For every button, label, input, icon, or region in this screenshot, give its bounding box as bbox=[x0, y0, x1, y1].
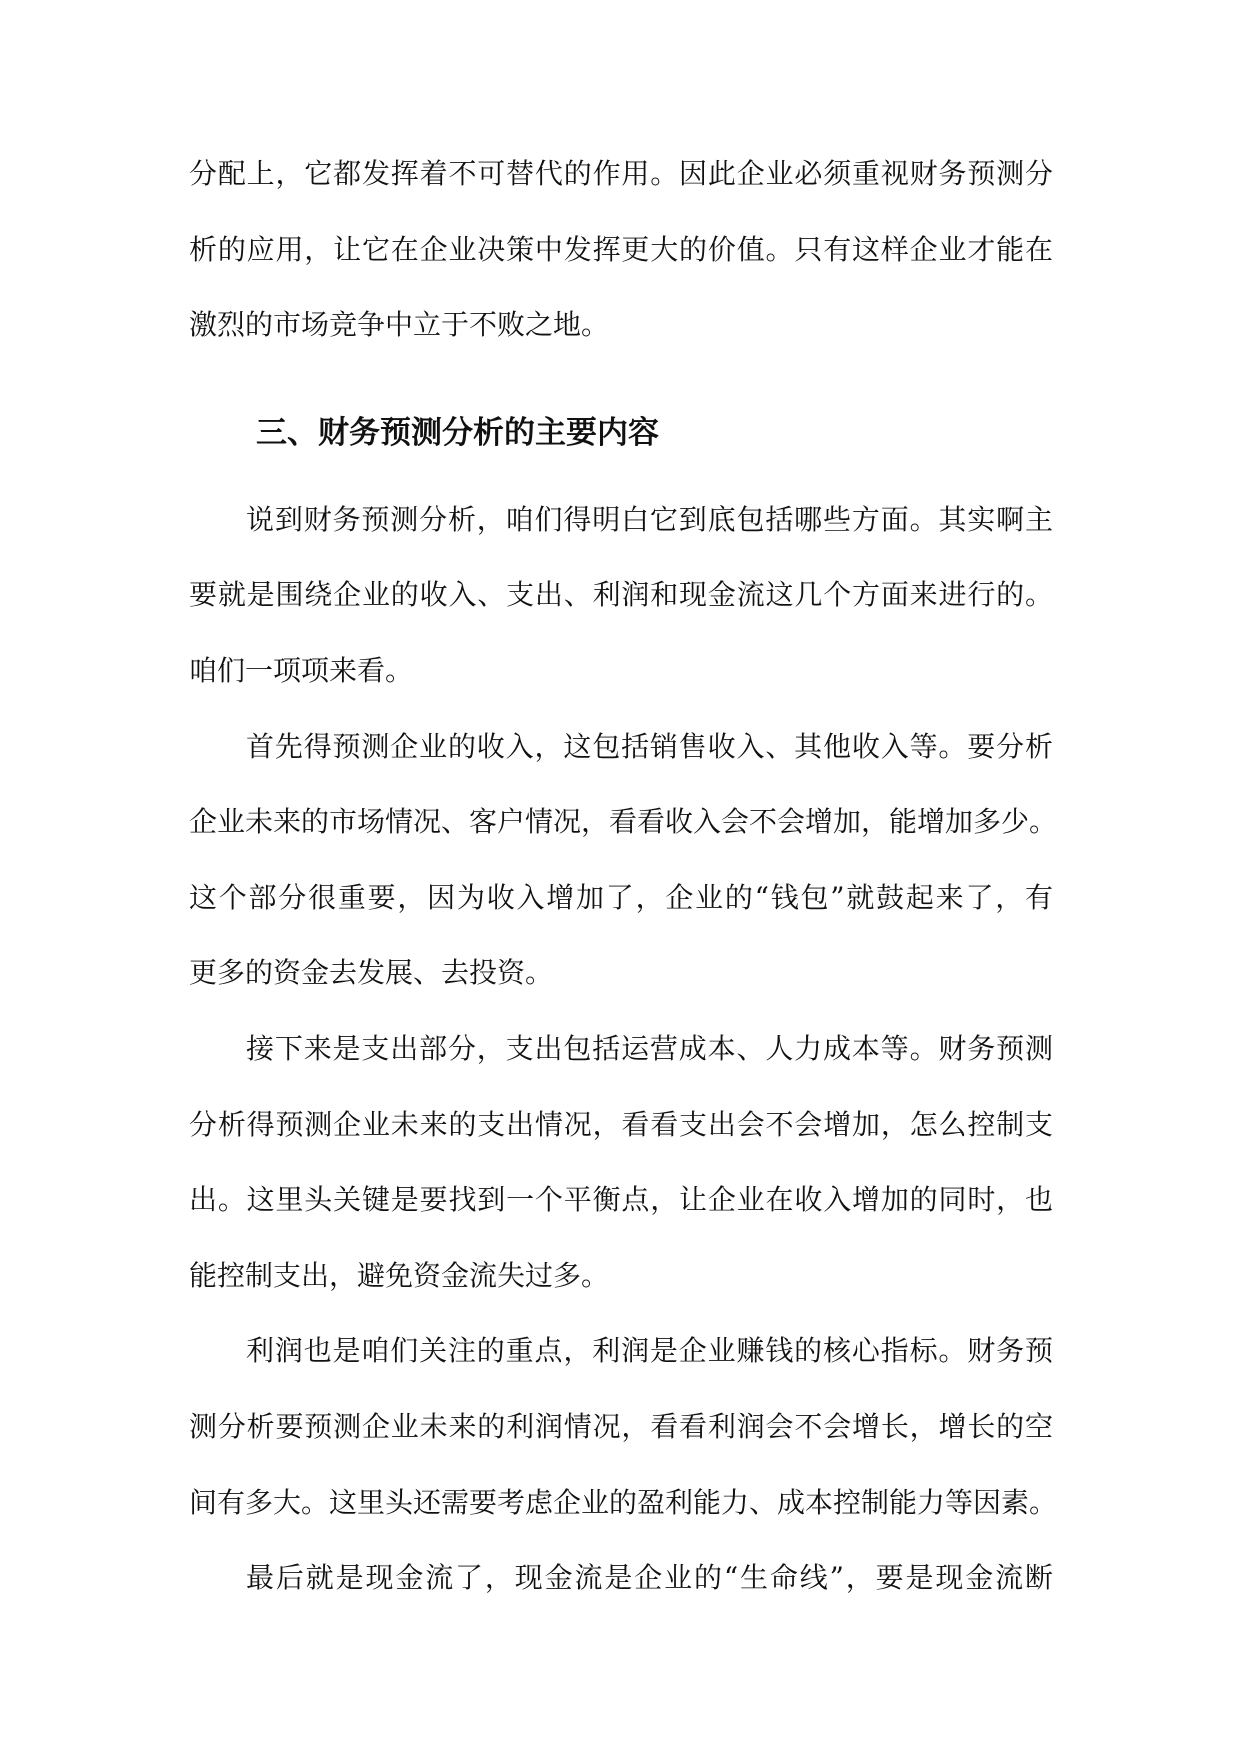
paragraph-line: 分配上，它都发挥着不可替代的作用。因此企业必须重视财务预测分 bbox=[189, 157, 1053, 190]
paragraph-line: 这个部分很重要，因为收入增加了，企业的“钱包”就鼓起来了，有 bbox=[189, 880, 1053, 914]
paragraph-line: 最后就是现金流了，现金流是企业的“生命线”，要是现金流断 bbox=[246, 1561, 1053, 1595]
document-body bbox=[189, 136, 1058, 1616]
paragraph-line: 析的应用，让它在企业决策中发挥更大的价值。只有这样企业才能在 bbox=[189, 232, 1053, 266]
paragraph-line: 说到财务预测分析，咱们得明白它到底包括哪些方面。其实啊主 bbox=[246, 502, 1053, 536]
paragraph-profit bbox=[189, 1313, 1058, 1540]
paragraph-line: 企业未来的市场情况、客户情况，看看收入会不会增加，能增加多少。 bbox=[189, 805, 1058, 839]
paragraph-line: 出。这里头关键是要找到一个平衡点，让企业在收入增加的同时，也 bbox=[189, 1183, 1053, 1217]
paragraph-line: 更多的资金去发展、去投资。 bbox=[189, 956, 554, 990]
section-heading: 三、财务预测分析的主要内容 bbox=[256, 414, 659, 451]
paragraph-line: 咱们一项项来看。 bbox=[189, 653, 414, 687]
paragraph-expenses bbox=[189, 1011, 1053, 1313]
paragraph-line: 利润也是咱们关注的重点，利润是企业赚钱的核心指标。财务预 bbox=[246, 1334, 1053, 1368]
paragraph-cashflow bbox=[189, 1540, 1053, 1616]
paragraph-overview bbox=[189, 482, 1053, 709]
paragraph-line: 激烈的市场竞争中立于不败之地。 bbox=[189, 308, 610, 342]
paragraph-line: 能控制支出，避免资金流失过多。 bbox=[189, 1258, 610, 1292]
paragraph-line: 首先得预测企业的收入，这包括销售收入、其他收入等。要分析 bbox=[246, 729, 1053, 763]
intro-paragraph bbox=[189, 136, 1053, 363]
paragraph-line: 分析得预测企业未来的支出情况，看看支出会不会增加，怎么控制支 bbox=[189, 1107, 1053, 1141]
paragraph-line: 间有多大。这里头还需要考虑企业的盈利能力、成本控制能力等因素。 bbox=[189, 1485, 1058, 1519]
paragraph-line: 接下来是支出部分，支出包括运营成本、人力成本等。财务预测 bbox=[246, 1031, 1053, 1065]
paragraph-income bbox=[189, 709, 1058, 1011]
paragraph-line: 测分析要预测企业未来的利润情况，看看利润会不会增长，增长的空 bbox=[189, 1409, 1053, 1443]
paragraph-line: 要就是围绕企业的收入、支出、利润和现金流这几个方面来进行的。 bbox=[189, 578, 1053, 612]
